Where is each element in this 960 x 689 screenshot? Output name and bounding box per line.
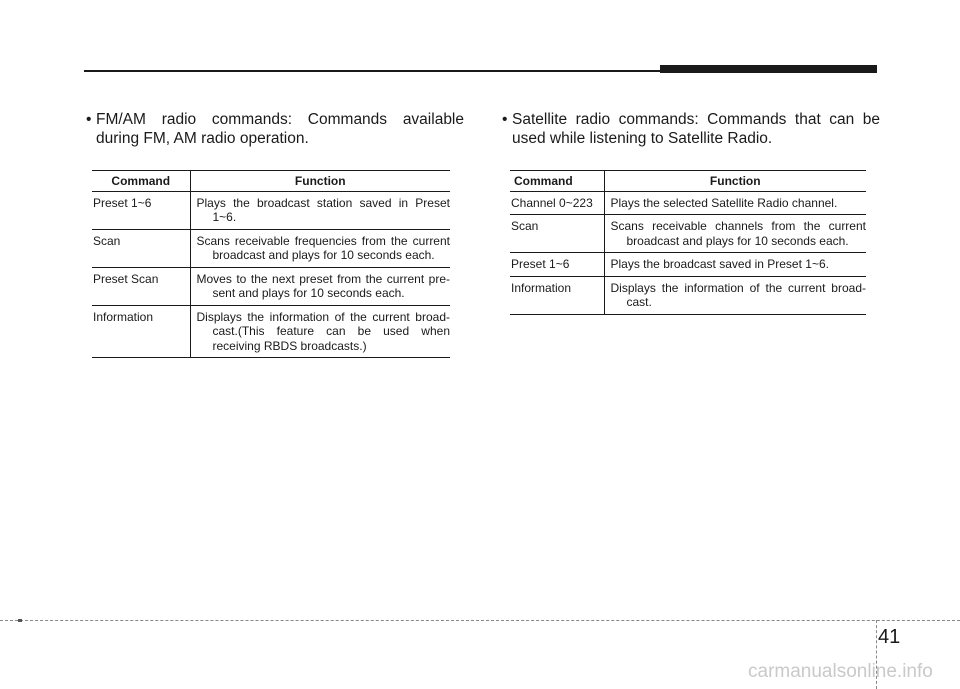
header-bar — [660, 65, 877, 73]
table-row — [92, 191, 450, 229]
function-text: Plays the broadcast saved in Preset 1~6. — [610, 257, 829, 271]
function-text: Displays the information of the current broad-cast. — [610, 280, 866, 309]
table-row — [510, 253, 866, 277]
watermark: carmanualsonline.info — [748, 661, 933, 682]
function-cell — [604, 276, 866, 314]
left-column — [80, 110, 464, 358]
header-rule — [84, 70, 660, 72]
table-row — [510, 191, 866, 215]
function-header: Function — [604, 171, 866, 192]
command-cell: Scan — [510, 215, 604, 253]
bullet-icon: • — [502, 111, 508, 128]
function-cell — [604, 215, 866, 253]
command-header: Command — [92, 171, 190, 192]
fm-am-intro-text: FM/AM radio commands: Commands available during FM, AM radio operation. — [96, 111, 464, 147]
table-header-row — [92, 171, 450, 192]
command-cell: Preset 1~6 — [92, 191, 190, 229]
page-number: 41 — [878, 626, 901, 648]
function-text: Scans receivable channels from the current broadcast and plays for 10 seconds each. — [610, 219, 866, 248]
table-row — [510, 276, 866, 314]
fm-am-intro — [80, 110, 464, 148]
command-cell: Channel 0~223 — [510, 191, 604, 215]
function-header: Function — [190, 171, 450, 192]
table-row — [92, 267, 450, 305]
table-header-row — [510, 171, 866, 192]
table-row — [510, 215, 866, 253]
command-cell: Preset 1~6 — [510, 253, 604, 277]
fm-am-command-table — [92, 170, 450, 358]
table-row — [92, 229, 450, 267]
function-cell — [190, 305, 450, 358]
footer-rule — [0, 620, 960, 621]
bullet-icon: • — [86, 111, 92, 128]
command-cell: Information — [510, 276, 604, 314]
right-column — [496, 110, 880, 315]
function-text: Displays the information of the current broad-cast.(This feature can be used when receiving RBDS broadcasts.) — [196, 309, 450, 353]
function-cell — [190, 267, 450, 305]
function-text: Plays the selected Satellite Radio channel. — [610, 195, 838, 210]
satellite-intro-text: Satellite radio commands: Commands that can be used while listening to Satellite Radio. — [512, 111, 880, 147]
function-cell — [604, 253, 866, 277]
satellite-command-table — [510, 170, 866, 315]
command-cell: Preset Scan — [92, 267, 190, 305]
function-text: Plays the broadcast station saved in Preset 1~6. — [196, 195, 450, 224]
function-cell — [604, 191, 866, 215]
table-row — [92, 305, 450, 358]
function-text: Scans receivable frequencies from the current broadcast and plays for 10 seconds each. — [196, 233, 450, 262]
command-cell: Scan — [92, 229, 190, 267]
command-cell: Information — [92, 305, 190, 358]
satellite-intro — [496, 110, 880, 148]
footer-dot — [18, 619, 22, 622]
command-header: Command — [510, 171, 604, 192]
function-text: Moves to the next preset from the current pre-sent and plays for 10 seconds each. — [196, 271, 450, 300]
function-cell — [190, 229, 450, 267]
function-cell — [190, 191, 450, 229]
